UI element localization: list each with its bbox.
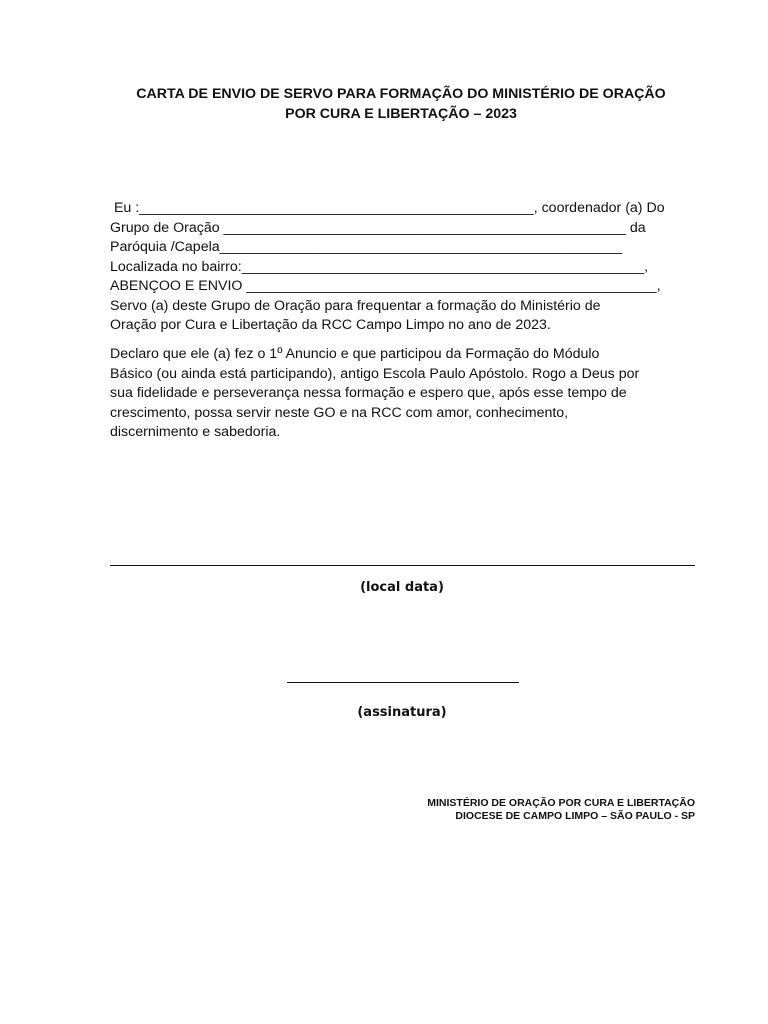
paragraph-line: Localizada no bairro:___________________________________________________,: [110, 258, 649, 275]
paragraph-line: Oração por Cura e Libertação da RCC Campo Limpo no ano de 2023.: [110, 317, 551, 333]
title-line-2: POR CURA E LIBERTAÇÃO – 2023: [285, 106, 517, 122]
paragraph-line: Básico (ou ainda está participando), antigo Escola Paulo Apóstolo. Rogo a Deus por: [110, 365, 640, 382]
paragraph-line: ABENÇOO E ENVIO ____________________________________________________,: [110, 278, 661, 294]
local-date-line: [110, 565, 695, 566]
paragraph-line: Paróquia /Capela___________________________________________________: [110, 239, 623, 255]
footer-line-2: DIOCESE DE CAMPO LIMPO – SÃO PAULO - SP: [455, 810, 695, 822]
declaration-paragraph: [110, 199, 695, 336]
title-line-1: CARTA DE ENVIO DE SERVO PARA FORMAÇÃO DO MINISTÉRIO DE ORAÇÃO: [136, 86, 666, 102]
document-title: [100, 84, 702, 124]
signature-label: (assinatura): [357, 705, 447, 720]
local-date-label: (local data): [360, 580, 444, 595]
paragraph-line: Eu :__________________________________________________, coordenador (a) Do: [110, 200, 665, 216]
paragraph-line: discernimento e sabedoria.: [110, 424, 281, 440]
paragraph-line: crescimento, possa servir neste GO e na RCC com amor, conhecimento,: [110, 404, 569, 421]
paragraph-line: Servo (a) deste Grupo de Oração para frequentar a formação do Ministério de: [110, 297, 601, 314]
footer: [427, 797, 695, 823]
statement-paragraph: [110, 345, 710, 443]
footer-line-1: MINISTÉRIO DE ORAÇÃO POR CURA E LIBERTAÇÃO: [427, 797, 695, 809]
paragraph-line: sua fidelidade e perseverança nessa formação e espero que, após esse tempo de: [110, 385, 627, 401]
paragraph-line: Grupo de Oração ___________________________________________________ da: [110, 219, 646, 236]
signature-line: [287, 682, 519, 683]
paragraph-line: Declaro que ele (a) fez o 1º Anuncio e que participou da Formação do Módulo: [110, 346, 600, 362]
